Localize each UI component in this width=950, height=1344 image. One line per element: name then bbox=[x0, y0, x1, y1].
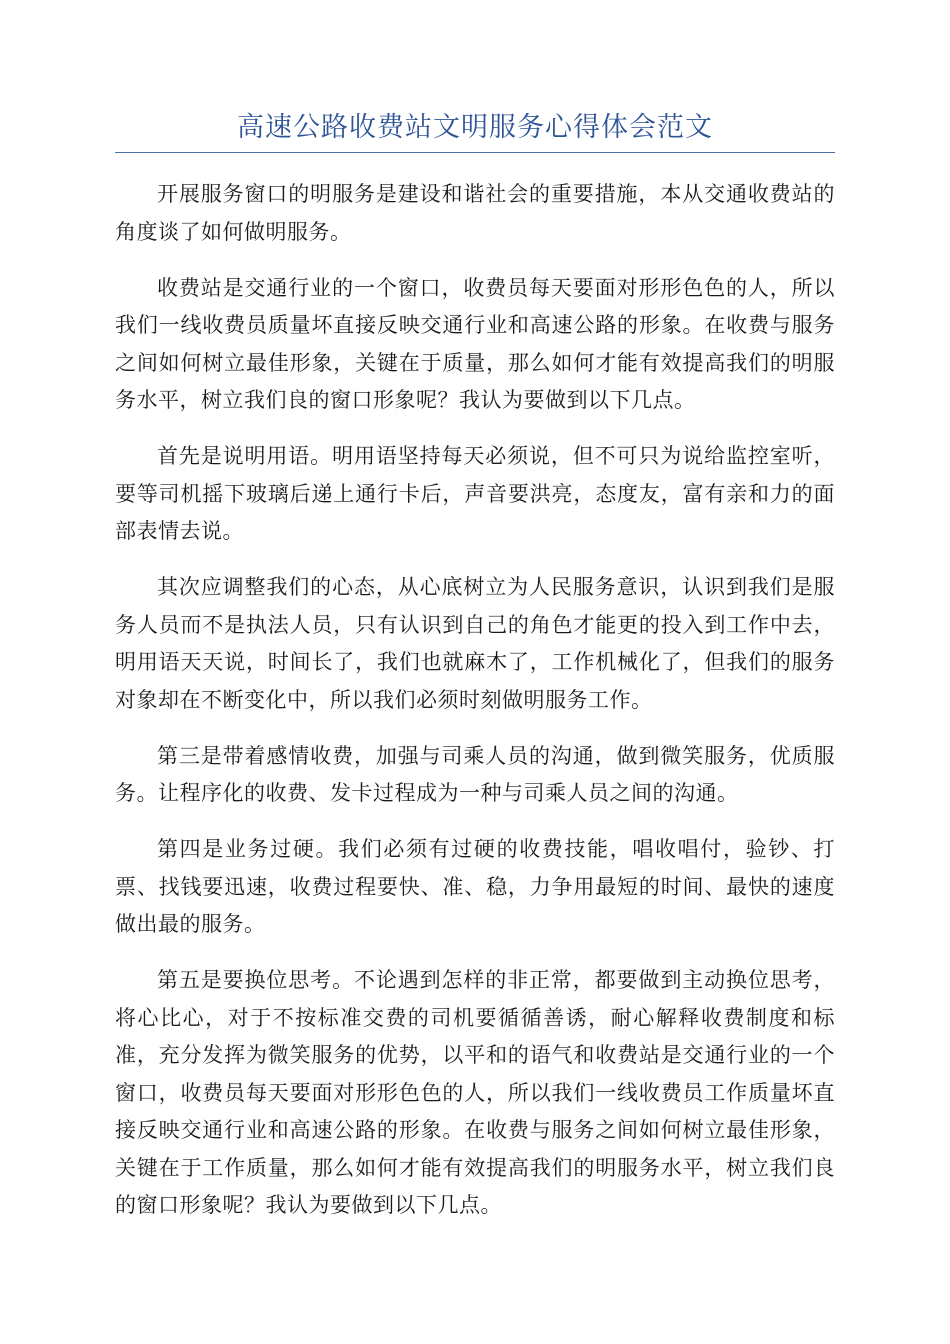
title-block bbox=[115, 108, 835, 153]
document-body bbox=[115, 176, 835, 1243]
paragraph-first-point: 首先是说明用语。明用语坚持每天必须说，但不可只为说给监控室听，要等司机摇下玻璃后递上通行卡后，声音要洪亮，态度友，富有亲和力的面部表情去说。 bbox=[115, 444, 835, 543]
paragraph-third-point: 第三是带着感情收费，加强与司乘人员的沟通，做到微笑服务，优质服务。让程序化的收费、发卡过程成为一种与司乘人员之间的沟通。 bbox=[115, 743, 835, 805]
paragraph-second-point: 其次应调整我们的心态，从心底树立为人民服务意识，认识到我们是服务人员而不是执法人员，只有认识到自己的角色才能更的投入到工作中去，明用语天天说，时间长了，我们也就麻木了，工作机械化了，但我们的服务对象却在不断变化中，所以我们必须时刻做明服务工作。 bbox=[115, 575, 835, 712]
page-title: 高速公路收费站文明服务心得体会范文 bbox=[237, 112, 713, 143]
paragraph-fourth-point: 第四是业务过硬。我们必须有过硬的收费技能，唱收唱付，验钞、打票、找钱要迅速，收费过程要快、准、稳，力争用最短的时间、最快的速度做出最的服务。 bbox=[115, 837, 835, 936]
paragraph-toll-station: 收费站是交通行业的一个窗口，收费员每天要面对形形色色的人，所以我们一线收费员质量坏直接反映交通行业和高速公路的形象。在收费与服务之间如何树立最佳形象，关键在于质量，那么如何才能有效提高我们的明服务水平，树立我们良的窗口形象呢？我认为要做到以下几点。 bbox=[115, 275, 835, 412]
paragraph-intro: 开展服务窗口的明服务是建设和谐社会的重要措施，本从交通收费站的角度谈了如何做明服务。 bbox=[115, 182, 835, 244]
paragraph-fifth-point: 第五是要换位思考。不论遇到怎样的非正常，都要做到主动换位思考，将心比心，对于不按标准交费的司机要循循善诱，耐心解释收费制度和标准，充分发挥为微笑服务的优势，以平和的语气和收费站是交通行业的一个窗口，收费员每天要面对形形色色的人，所以我们一线收费员工作质量坏直接反映交通行业和高速公路的形象。在收费与服务之间如何树立最佳形象，关键在于工作质量，那么如何才能有效提高我们的明服务水平，树立我们良的窗口形象呢？我认为要做到以下几点。 bbox=[115, 968, 835, 1217]
